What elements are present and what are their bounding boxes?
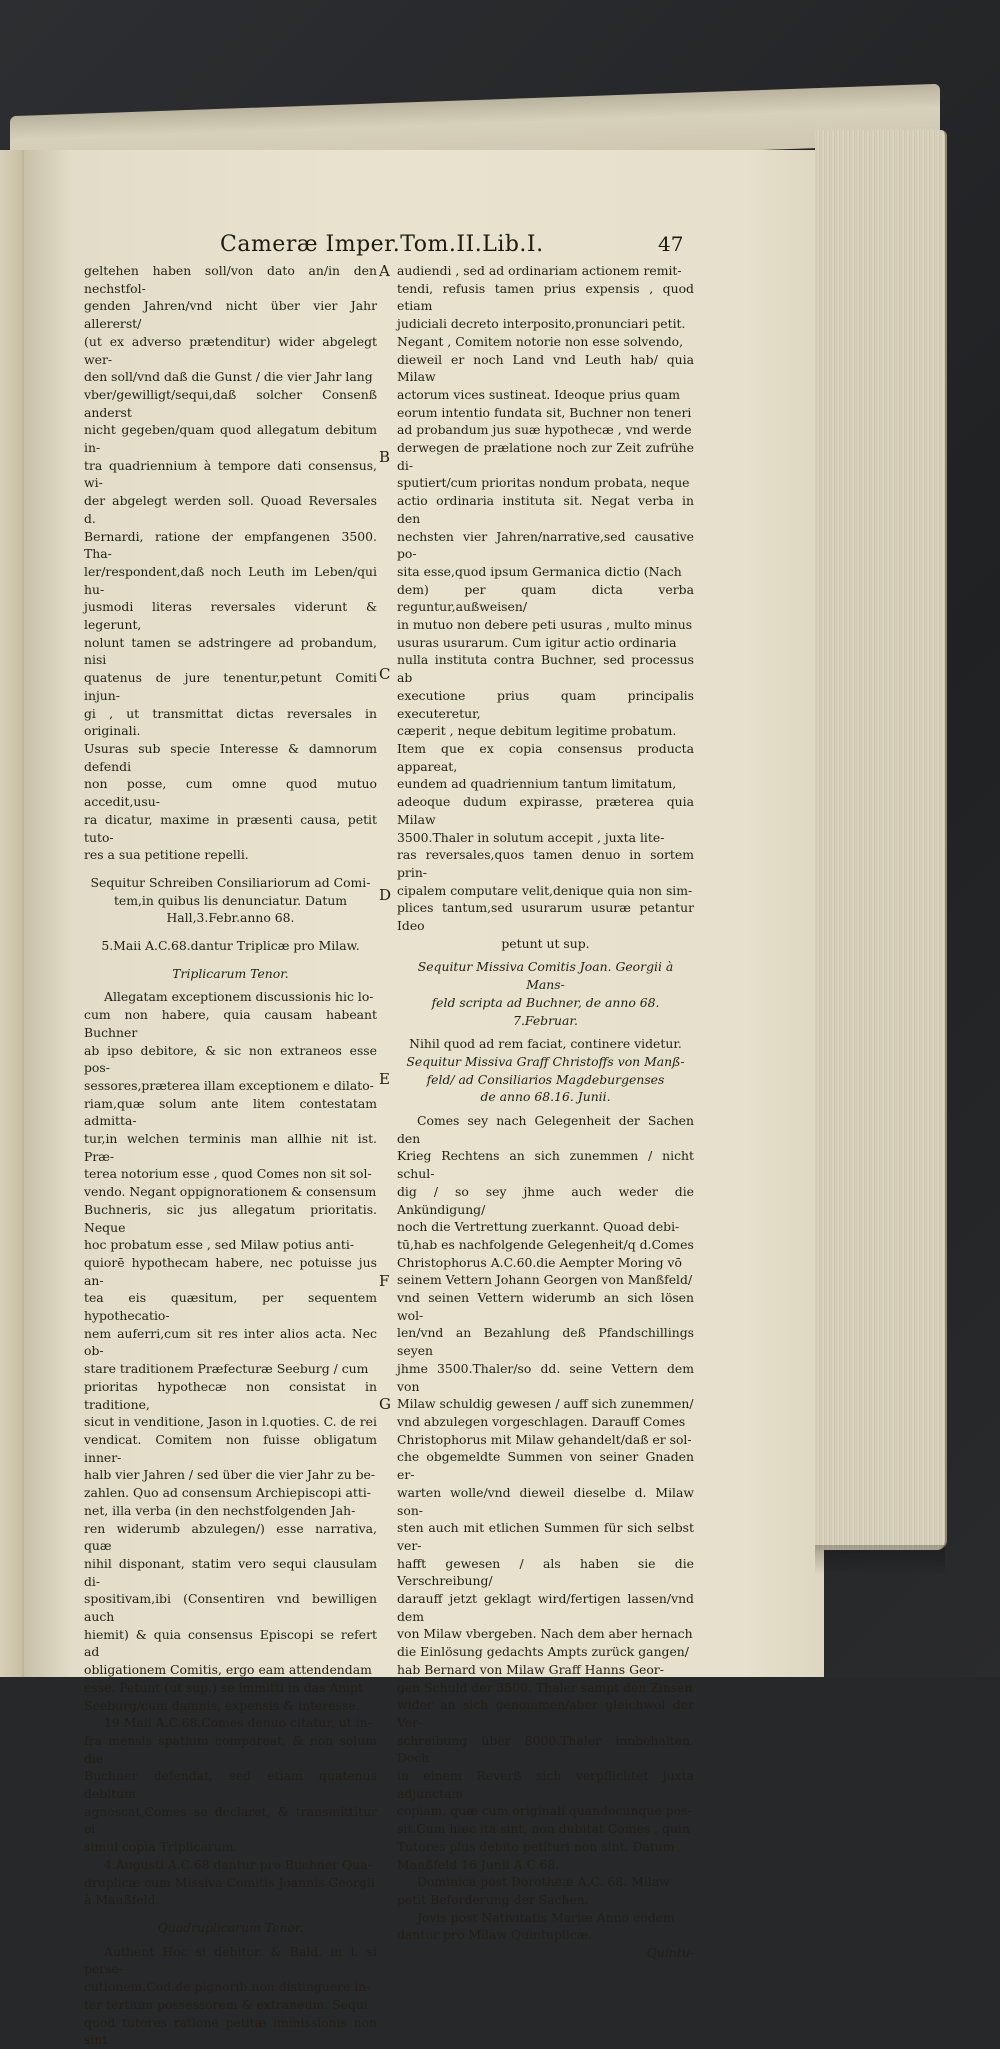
- text-line: ter tertium possessorem & extraneum. Sequi: [84, 1996, 368, 2012]
- text-line: fra mensis spatium compareat, & non solum die: [84, 1732, 377, 1766]
- text-line: sicut in venditione, Jason in l.quoties. C. de rei: [84, 1414, 377, 1430]
- text-line: nolunt tamen se adstringere ad probandum, nisi: [84, 634, 377, 668]
- text-line: ad probandum jus suæ hypothecæ , vnd werde: [397, 422, 692, 438]
- text-line: zahlen. Quo ad consensum Archiepiscopi atti-: [84, 1485, 371, 1501]
- text-line: den soll/vnd daß die Gunst / die vier Jahr lang: [84, 369, 373, 385]
- text-line: cutionem.Cod.de pignorib.non distinguere in-: [84, 1979, 371, 1995]
- text-line: net, illa verba (in den nechstfolgenden Jah-: [84, 1502, 356, 1518]
- text-line: 7.Februar.: [513, 1012, 578, 1028]
- text-line: feld/ ad Consiliarios Magdeburgenses: [426, 1071, 665, 1087]
- text-line: Sequitur Missiva Comitis Joan. Georgii à Mans-: [417, 959, 674, 993]
- text-line: Allegatam exceptionem discussionis hic lo-: [104, 989, 374, 1005]
- text-line: judiciali decreto interposito,pronunciari petit.: [397, 316, 686, 332]
- text-line: Tutores plus debito petituri non sint. Datum: [397, 1838, 675, 1854]
- text-line: tur,in welchen terminis man allhie nit ist. Præ-: [84, 1131, 377, 1164]
- text-line: jhme 3500.Thaler/so dd. seine Vettern dem von: [397, 1360, 694, 1394]
- text-line: dieweil er noch Land vnd Leuth hab/ quia Milaw: [397, 351, 694, 385]
- text-line: wider an sich genommen/aber gleichwol der Ver-: [397, 1697, 694, 1730]
- text-line: Item que ex copia consensus producta appareat,: [397, 740, 694, 774]
- text-line: gi , ut transmittat dictas reversales in originali.: [84, 705, 377, 739]
- text-line: seinem Vettern Johann Georgen von Manßfeld/: [397, 1272, 693, 1288]
- text-line: gen Schuld der 3500. Thaler sampt den Zinsen: [397, 1679, 693, 1695]
- text-line: Comes sey nach Gelegenheit der Sachen den: [397, 1113, 694, 1146]
- text-line: quod tutores ratione petitæ immissionis non sint: [84, 2014, 377, 2048]
- text-line: 3500.Thaler in solutum accepit , juxta lite-: [397, 829, 665, 845]
- text-line: Buchneris, sic jus allegatum prioritatis. Neque: [84, 1201, 377, 1235]
- text-line: druplicæ cum Missiva Comitis Joannis Georgii: [84, 1874, 375, 1890]
- text-line: vendo. Negant oppignorationem & consensum: [84, 1184, 377, 1200]
- text-line: vber/gewilligt/sequi,daß solcher Consenß anderst: [84, 386, 377, 420]
- text-line: halb vier Jahren / sed über die vier Jahr zu be-: [84, 1467, 376, 1483]
- text-line: stare traditionem Præfecturæ Seeburg / cum: [84, 1361, 369, 1377]
- text-line: terea notorium esse , quod Comes non sit sol-: [84, 1166, 372, 1182]
- text-line: hiemit) & quia consensus Episcopi se refert ad: [84, 1626, 377, 1660]
- text-line: dig / so sey jhme auch weder die Ankündigung/: [397, 1183, 694, 1217]
- text-line: hab Bernard von Milaw Graff Hanns Geor-: [397, 1661, 664, 1677]
- text-line: cum non habere, quia causam habeant Buchner: [84, 1007, 377, 1040]
- sequitur-schreiben-heading: [84, 874, 377, 927]
- text-line: plices tantum,sed usurarum usuræ petantur Ideo: [397, 900, 694, 934]
- text-line: nulla instituta contra Buchner, sed processus ab: [397, 652, 694, 686]
- text-line: spositivam,ibi (Consentiren vnd bewilligen auch: [84, 1591, 377, 1625]
- text-line: res a sua petitione repelli.: [84, 847, 249, 863]
- text-line: ren widerumb abzulegen/) esse narrativa, quæ: [84, 1520, 377, 1554]
- left-paragraph-4: [84, 1856, 377, 1909]
- date-entry-triplicae: 5.Maii A.C.68.dantur Triplicæ pro Milaw.: [101, 938, 360, 954]
- text-line: sessores,præterea illam exceptionem e dilato-: [84, 1077, 374, 1093]
- text-line: prioritas hypothecæ non consistat in traditione,: [84, 1378, 377, 1412]
- right-paragraph-2: [397, 1112, 694, 1873]
- text-line: Milaw schuldig gewesen / auff sich zunemmen/: [397, 1396, 694, 1412]
- text-line: vnd abzulegen vorgeschlagen. Darauff Comes: [397, 1414, 686, 1429]
- text-line: ab ipso debitore, & sic non extraneos esse pos-: [84, 1042, 377, 1076]
- text-line: actio ordinaria instituta sit. Negat verba in den: [397, 493, 694, 526]
- text-line: Buchner defendat, sed etiam quatenus debitum: [84, 1768, 377, 1802]
- text-line: obligationem Comitis, ergo eam attendendam: [84, 1662, 372, 1678]
- text-line: nicht gegeben/quam quod allegatum debitum in-: [84, 422, 377, 456]
- text-line: sit.Cum hæc ita sint, non dubitat Comes , quin: [397, 1821, 690, 1837]
- text-line: vnd seinen Vettern widerumb an sich lösen wol-: [397, 1290, 694, 1323]
- text-line: (ut ex adverso prætenditur) wider abgelegt wer-: [84, 333, 377, 367]
- text-line: Usuras sub specie Interesse & damnorum defendi: [84, 740, 377, 774]
- text-line: Jovis post Nativitatis Mariæ Anno eodem: [417, 1909, 675, 1925]
- catchword: Quintu-: [646, 1945, 694, 1961]
- text-line: Hall,3.Febr.anno 68.: [166, 910, 295, 926]
- text-line: Christophorus A.C.60.die Aempter Moring vō: [397, 1254, 682, 1270]
- text-line: riam,quæ solum ante litem contestatam admitta-: [84, 1095, 377, 1129]
- text-line: cipalem computare velit,denique quia non sim-: [397, 882, 693, 898]
- marginal-letter-g: G: [379, 1395, 391, 1413]
- text-line: tra quadriennium à tempore dati consensus, wi-: [84, 457, 377, 491]
- right-paragraph-3: [397, 1873, 694, 1908]
- text-line: tem,in quibus lis denunciatur. Datum: [113, 892, 348, 908]
- text-line: Dominica post Dorotheæ A.C. 68. Milaw: [417, 1874, 670, 1890]
- text-line: dantur pro Milaw Quintuplicæ.: [397, 1927, 593, 1943]
- text-line: petit Beforderung der Sachen.: [397, 1891, 589, 1907]
- text-line: Negant , Comitem notorie non esse solvendo,: [397, 333, 684, 349]
- text-line: copiam, quæ cum originali quandocunque pos-: [397, 1803, 692, 1819]
- text-line: Manßfeld 16 Junii A.C.68.: [397, 1856, 560, 1872]
- text-line: Authent Hoc si debitor. & Bald. in l. si perse-: [84, 1943, 377, 1977]
- right-column: [397, 262, 694, 1962]
- text-line: sten auch mit etlichen Summen für sich selbst ver-: [397, 1520, 694, 1553]
- text-line: Sequitur Missiva Graff Christoffs von Manß-: [406, 1053, 685, 1069]
- text-line: sita esse,quod ipsum Germanica dictio (Nach: [397, 563, 682, 579]
- text-line: che obgemeldte Summen von seiner Gnaden er-: [397, 1449, 694, 1483]
- page-number: 47: [658, 232, 684, 256]
- text-line: die Einlösung gedachts Ampts zurück gangen/: [397, 1644, 689, 1660]
- marginal-letter-b: B: [379, 448, 391, 466]
- text-line: simul copia Triplicarum.: [84, 1839, 238, 1855]
- marginal-letter-c: C: [379, 665, 391, 683]
- left-column: [84, 262, 377, 2049]
- text-line: executione prius quam principalis executeretur,: [397, 687, 694, 721]
- text-line: Krieg Rechtens an sich zunemmen / nicht schul-: [397, 1148, 694, 1182]
- text-line: quiorē hypothecam habere, nec potuisse jus an-: [84, 1254, 377, 1288]
- text-line: nechsten vier Jahren/narrative,sed causative po-: [397, 528, 694, 562]
- text-line: quatenus de jure tenentur,petunt Comiti injun-: [84, 670, 377, 703]
- text-line: adeoque dudum expirasse, præterea quia Milaw: [397, 794, 694, 827]
- fore-edge: [815, 130, 947, 1550]
- text-line: nihil disponant, statim vero sequi clausulam di-: [84, 1555, 377, 1589]
- text-line: tendi, refusis tamen prius expensis , quod etiam: [397, 280, 694, 314]
- text-line: Christophorus mit Milaw gehandelt/daß er sol-: [397, 1431, 692, 1447]
- fore-edge-shadow: [815, 1545, 945, 1575]
- marginal-letter-f: F: [379, 1272, 390, 1290]
- text-line: len/vnd an Bezahlung deß Pfandschillings seyen: [397, 1325, 694, 1359]
- marginal-letter-e: E: [379, 1070, 390, 1088]
- text-line: tū,hab es nachfolgende Gelegenheit/q d.Comes: [397, 1236, 694, 1252]
- text-line: 4.Augusti A.C.68 dantur pro Buchner Qua-: [104, 1856, 372, 1872]
- text-line: von Milaw vbergeben. Nach dem aber hernach: [397, 1626, 693, 1642]
- running-head: Cameræ Imper.Tom.II.Lib.I.: [220, 232, 544, 257]
- left-paragraph-2: [84, 988, 377, 1714]
- text-line: in einem Reverß sich verpflichtet juxta adjunctam: [397, 1768, 694, 1801]
- text-line: usuras usurarum. Cum igitur actio ordinaria: [397, 634, 677, 650]
- text-line: agnoscat,Comes se declaret, & transmittitur ei: [84, 1803, 377, 1837]
- text-line: ra dicatur, maxime in præsenti causa, petit tuto-: [84, 811, 377, 845]
- text-line: 19 Maii A.C.68.Comes denuo citatur, ut in-: [104, 1715, 372, 1731]
- marginal-letter-d: D: [379, 886, 392, 904]
- marginal-letter-a: A: [379, 262, 390, 280]
- text-line: geltehen haben soll/von dato an/in den nechstfol-: [84, 263, 377, 296]
- text-line: warten wolle/vnd dieweil dieselbe d. Milaw son-: [397, 1484, 694, 1518]
- text-line: actorum vices sustineat. Ideoque prius quam: [397, 386, 681, 402]
- text-line: à Manßfeld.: [84, 1892, 160, 1908]
- text-line: vendicat. Comitem non fuisse obligatum inner-: [84, 1432, 377, 1465]
- text-line: hoc probatum esse , sed Milaw potius anti-: [84, 1237, 355, 1253]
- text-line: de anno 68.16. Junii.: [480, 1089, 611, 1105]
- left-paragraph-5: [84, 1943, 377, 2049]
- text-line: schreibung über 8000.Thaler innbehalten. Doch: [397, 1732, 694, 1766]
- nihil-note: Nihil quod ad rem faciat, continere videtur.: [409, 1036, 682, 1052]
- text-line: esse. Petunt (ut sup.) se immitti in das Ampt: [84, 1679, 363, 1695]
- text-line: eorum intentio fundata sit, Buchner non teneri: [397, 404, 692, 420]
- text-line: Bernardi, ratione der empfangenen 3500. Tha-: [84, 528, 377, 562]
- text-line: nem auferri,cum sit res inter alios acta. Nec ob-: [84, 1325, 377, 1359]
- sequitur-missiva-christoff-heading: [397, 1053, 694, 1106]
- text-line: ras reversales,quos tamen denuo in sortem prin-: [397, 847, 694, 880]
- text-line: genden Jahren/vnd nicht über vier Jahr allererst/: [84, 298, 377, 332]
- sequitur-missiva-joan-heading: [397, 958, 694, 1029]
- right-paragraph-4: [397, 1909, 694, 1944]
- text-line: dem) per quam dicta verba reguntur,außweisen/: [397, 581, 694, 615]
- text-line: der abgelegt werden soll. Quoad Reversales d.: [84, 493, 377, 526]
- text-line: non posse, cum omne quod mutuo accedit,usu-: [84, 776, 377, 810]
- text-line: in mutuo non debere peti usuras , multo minus: [397, 617, 693, 633]
- triplicarum-heading: Triplicarum Tenor.: [172, 965, 289, 981]
- text-line: eundem ad quadriennium tantum limitatum,: [397, 776, 677, 792]
- right-paragraph-1: [397, 262, 694, 952]
- left-paragraph-3: [84, 1714, 377, 1856]
- text-line: Sequitur Schreiben Consiliariorum ad Comi-: [90, 874, 371, 890]
- text-line: derwegen de prælatione noch zur Zeit zufrühe di-: [397, 440, 694, 473]
- text-line: petunt ut sup.: [501, 935, 590, 951]
- left-paragraph-1: [84, 262, 377, 864]
- text-line: feld scripta ad Buchner, de anno 68.: [431, 994, 660, 1010]
- text-line: hafft gewesen / als haben sie die Verschreibung/: [397, 1555, 694, 1589]
- text-line: jusmodi literas reversales viderunt & legerunt,: [84, 599, 377, 633]
- text-line: audiendi , sed ad ordinariam actionem remit-: [397, 263, 682, 278]
- text-line: noch die Vertrettung zuerkannt. Quoad debi-: [397, 1219, 680, 1235]
- quadruplicarum-heading: Quadruplicarum Tenor.: [157, 1919, 304, 1935]
- text-line: tea eis quæsitum, per sequentem hypothecatio-: [84, 1290, 377, 1324]
- text-line: sputiert/cum prioritas nondum probata, neque: [397, 475, 690, 491]
- text-line: ler/respondent,daß noch Leuth im Leben/qui hu-: [84, 563, 377, 597]
- text-line: darauff jetzt geklagt wird/fertigen lassen/vnd dem: [397, 1591, 694, 1624]
- text-line: cæperit , neque debitum legitime probatum.: [397, 723, 677, 739]
- text-line: Seeburg/cum damnis, expensis & interesse.: [84, 1697, 360, 1713]
